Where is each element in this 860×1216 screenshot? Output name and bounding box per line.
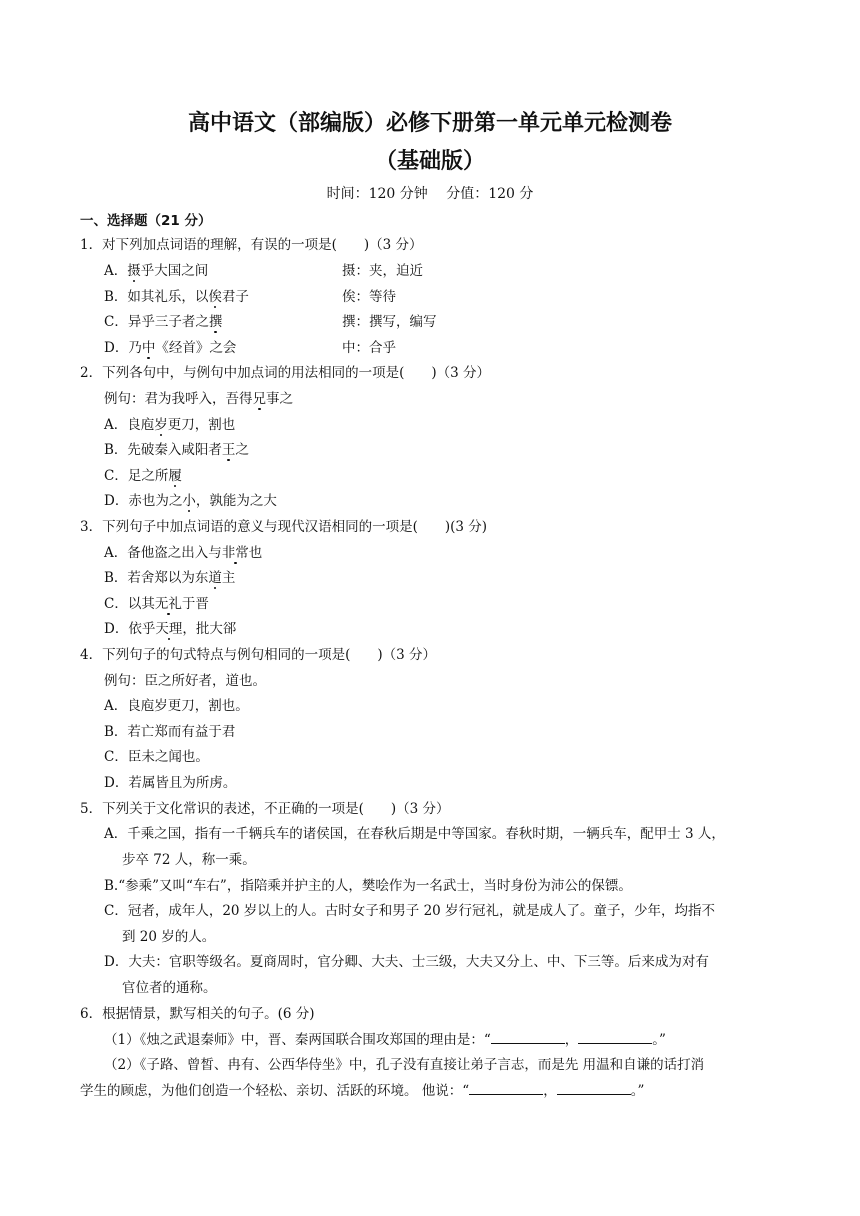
question-3-option-c: C．以其无礼于晋 — [104, 596, 209, 612]
question-4-example: 例句：臣之所好者，道也。 — [104, 673, 266, 689]
question-2-option-d: D．赤也为之小，孰能为之大 — [104, 493, 277, 509]
question-5-option-a: A．千乘之国，指有一千辆兵车的诸侯国，在春秋后期是中等国家。春秋时期，一辆兵车，配甲士 3 人， — [104, 826, 725, 842]
question-5-option-d: D．大夫：官职等级名。夏商周时，官分卿、大夫、士三级，大夫又分上、中、下三等。后来成为对有 — [104, 954, 709, 970]
page-title: 高中语文（部编版）必修下册第一单元单元检测卷 — [187, 111, 672, 136]
answer-blank[interactable] — [557, 1081, 631, 1095]
question-1-option-b: B．如其礼乐，以俟君子 — [104, 289, 249, 305]
question-4-stem: 4．下列句子的句式特点与例句相同的一项是( )（3 分） — [80, 647, 437, 663]
section-heading: 一、选择题（21 分） — [80, 213, 212, 229]
question-1-option-a: A．摄乎大国之间 — [104, 263, 209, 279]
exam-meta: 时间：120 分钟 分值：120 分 — [326, 186, 534, 202]
answer-blank[interactable] — [491, 1030, 565, 1044]
question-3-option-a: A．备他盗之出入与非常也 — [104, 545, 263, 561]
question-1-gloss-b: 俟：等待 — [342, 289, 396, 305]
question-2-option-c: C．足之所履 — [104, 468, 182, 484]
question-3-option-d: D．依乎天理，批大郤 — [104, 621, 237, 637]
question-5-option-d-cont: 官位者的通称。 — [122, 980, 217, 996]
page-subtitle: （基础版） — [374, 149, 485, 174]
question-4-option-c: C．臣未之闻也。 — [104, 749, 209, 765]
question-5-option-b: B.“参乘”又叫“车右”，指陪乘并护主的人，樊哙作为一名武士，当时身份为沛公的保镖。 — [104, 878, 632, 894]
question-5-option-a-cont: 步卒 72 人，称一乘。 — [122, 852, 256, 868]
question-2-stem: 2．下列各句中，与例句中加点词的用法相同的一项是( )（3 分） — [80, 365, 491, 381]
question-3-option-b: B．若舍郑以为东道主 — [104, 570, 236, 586]
question-1-option-d: D．乃中《经首》之会 — [104, 340, 237, 356]
question-4-option-b: B．若亡郑而有益于君 — [104, 724, 236, 740]
question-4-option-a: A．良庖岁更刀，割也。 — [104, 698, 249, 714]
question-6-part-2-cont: 学生的顾虑，为他们创造一个轻松、亲切、活跃的环境。 他说：“ ， 。” — [80, 1083, 645, 1099]
question-3-stem: 3．下列句子中加点词语的意义与现代汉语相同的一项是( )(3 分) — [80, 519, 488, 535]
answer-blank[interactable] — [578, 1030, 652, 1044]
question-4-option-d: D．若属皆且为所虏。 — [104, 775, 237, 791]
question-1-gloss-d: 中：合乎 — [342, 340, 396, 356]
question-1-stem: 1．对下列加点词语的理解，有误的一项是( )（3 分） — [80, 237, 423, 253]
question-5-stem: 5．下列关于文化常识的表述，不正确的一项是( )（3 分） — [80, 801, 450, 817]
question-5-option-c-cont: 到 20 岁的人。 — [122, 929, 216, 945]
question-1-gloss-a: 摄：夹，迫近 — [342, 263, 423, 279]
question-5-option-c: C．冠者，成年人，20 岁以上的人。古时女子和男子 20 岁行冠礼，就是成人了。童子，少年，均指不 — [104, 903, 716, 919]
question-1-option-c: C．异乎三子者之撰 — [104, 314, 223, 330]
question-6-part-1: （1）《烛之武退秦师》中，晋、秦两国联合围攻郑国的理由是：“ ， 。” — [104, 1032, 666, 1048]
question-6-part-2: （2）《子路、曾皙、冉有、公西华侍坐》中，孔子没有直接让弟子言志，而是先 用温和自谦的话打消 — [104, 1057, 705, 1073]
question-2-option-a: A．良庖岁更刀，割也 — [104, 417, 236, 433]
question-2-option-b: B．先破秦入咸阳者王之 — [104, 442, 249, 458]
question-6-stem: 6．根据情景，默写相关的句子。(6 分) — [80, 1006, 315, 1022]
question-1-gloss-c: 撰：撰写，编写 — [342, 314, 437, 330]
answer-blank[interactable] — [469, 1081, 543, 1095]
question-2-example: 例句：君为我呼入，吾得兄事之 — [104, 391, 293, 407]
